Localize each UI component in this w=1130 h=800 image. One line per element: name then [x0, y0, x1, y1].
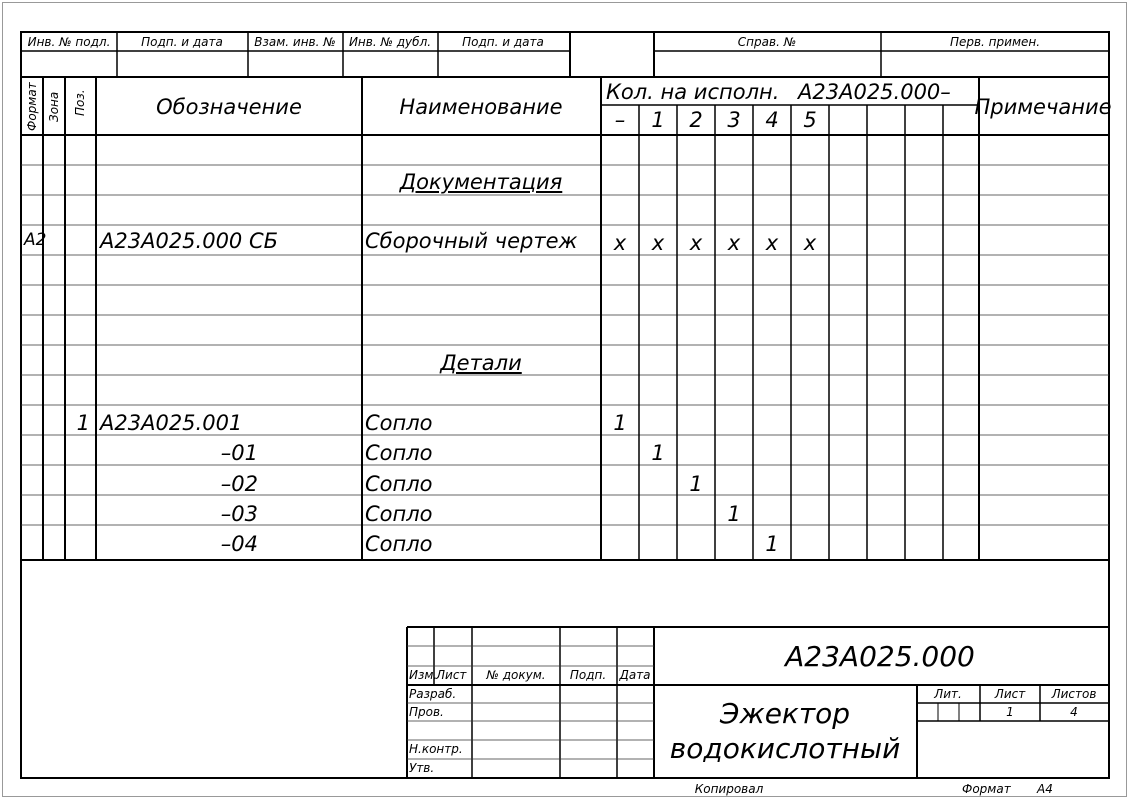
document-designation: А23А025.000 — [785, 640, 975, 673]
doc-mark: х — [803, 231, 817, 255]
inv-dubl-label: Инв. № дубл. — [348, 35, 432, 49]
detail-qty: 1 — [651, 441, 665, 465]
kol-col-header: 5 — [803, 108, 817, 132]
doc-name: Сборочный чертеж — [365, 229, 578, 253]
detail-qty: 1 — [765, 532, 779, 556]
detail-designation: –03 — [220, 502, 258, 526]
data-label: Дата — [619, 668, 651, 682]
inv-podl-label: Инв. № подл. — [27, 35, 111, 49]
razrab-label: Разраб. — [409, 687, 457, 701]
detail-name: Сопло — [365, 411, 433, 435]
vzam-inv-label: Взам. инв. № — [254, 35, 336, 49]
doc-designation: А23А025.000 СБ — [100, 229, 279, 253]
prov-label: Пров. — [409, 705, 444, 719]
kol-col-header: 2 — [689, 108, 703, 132]
detail-pos: 1 — [76, 411, 90, 435]
kol-na-ispoln-header: Кол. на исполн. — [606, 80, 780, 104]
detail-name: Сопло — [365, 532, 433, 556]
product-name-line1: Эжектор — [719, 697, 851, 730]
format-value: А4 — [1037, 782, 1053, 796]
detail-designation: –04 — [220, 532, 258, 556]
primechanie-header: Примечание — [974, 95, 1112, 119]
podp-data-label-1: Подп. и дата — [141, 35, 223, 49]
detail-name: Сопло — [365, 441, 433, 465]
doc-format: А2 — [24, 230, 47, 250]
listov-value: 4 — [1070, 705, 1078, 719]
detail-designation: А23А025.001 — [100, 411, 243, 435]
kol-col-header: 1 — [651, 108, 665, 132]
list-col-label: Лист — [436, 668, 467, 682]
doc-mark: х — [765, 231, 779, 255]
utv-label: Утв. — [409, 761, 435, 775]
sprav-label: Справ. № — [737, 35, 797, 49]
detail-qty: 1 — [727, 502, 741, 526]
section-details: Детали — [440, 351, 522, 375]
podp-label: Подп. — [569, 668, 607, 682]
product-name-line2: водокислотный — [669, 732, 901, 765]
detail-name: Сопло — [365, 502, 433, 526]
n-kontr-label: Н.контр. — [409, 742, 463, 756]
section-documentation: Документация — [399, 170, 563, 194]
lit-label: Лит. — [934, 687, 962, 701]
detail-name: Сопло — [365, 472, 433, 496]
poz-header: Поз. — [73, 89, 87, 116]
format-header: Формат — [25, 82, 39, 131]
detail-designation: –02 — [220, 472, 258, 496]
oboznachenie-header: Обозначение — [156, 95, 302, 119]
doc-mark: х — [689, 231, 703, 255]
list-label: Лист — [994, 687, 1026, 701]
n-dokum-label: № докум. — [486, 668, 546, 682]
zona-header: Зона — [47, 91, 61, 122]
list-value: 1 — [1006, 705, 1014, 719]
podp-data-label-2: Подп. и дата — [462, 35, 544, 49]
perv-primen-label: Перв. примен. — [949, 35, 1041, 49]
kol-col-header: 4 — [765, 108, 779, 132]
detail-designation: –01 — [220, 441, 258, 465]
kol-col-header: 3 — [727, 108, 741, 132]
listov-label: Листов — [1051, 687, 1097, 701]
doc-mark: х — [651, 231, 665, 255]
naimenovanie-header: Наименование — [399, 95, 563, 119]
doc-mark: х — [727, 231, 741, 255]
format-label: Формат — [962, 782, 1011, 796]
kol-code-header: А23А025.000– — [798, 80, 951, 104]
detail-qty: 1 — [689, 472, 703, 496]
doc-mark: х — [613, 231, 627, 255]
izm-label: Изм. — [409, 668, 438, 682]
detail-qty: 1 — [613, 411, 627, 435]
kol-col-header: – — [614, 108, 626, 132]
kopiroval-label: Копировал — [694, 782, 764, 796]
